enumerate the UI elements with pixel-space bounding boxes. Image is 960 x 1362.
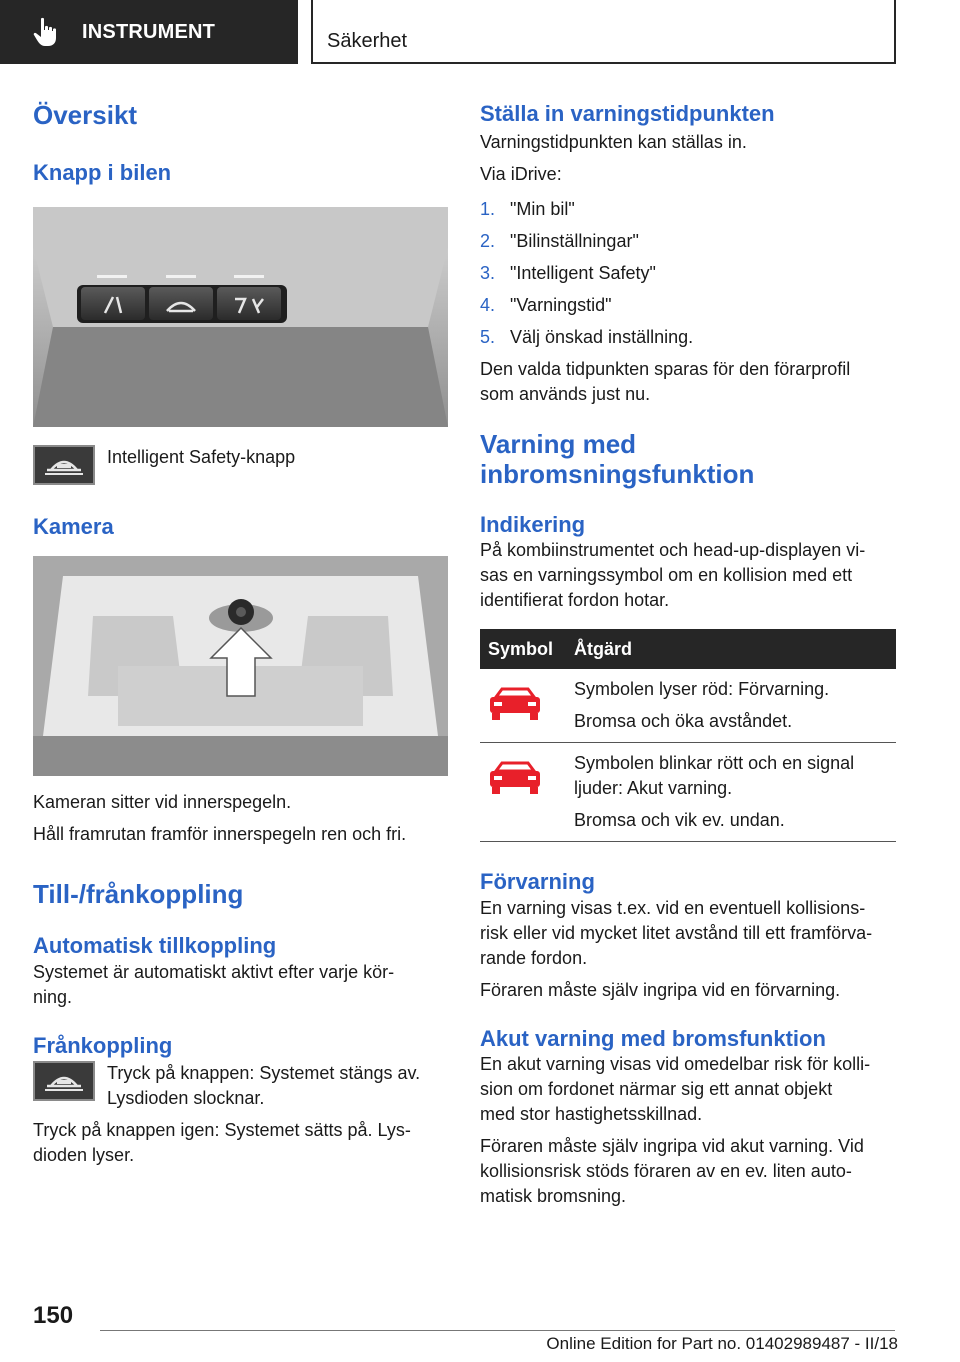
step-item: 2. "Bilinställningar"	[480, 230, 639, 251]
col-symbol: Symbol	[480, 629, 566, 669]
overview-heading: Översikt	[33, 100, 138, 130]
indication-text-b: sas en varningssymbol om en kollision med ett	[480, 565, 853, 585]
acute-text-d: Föraren måste själv ingripa vid akut varning. Vid	[480, 1136, 864, 1156]
intelligent-safety-icon-2	[33, 1061, 95, 1101]
via-idrive: Via iDrive:	[480, 163, 562, 184]
camera-photo	[33, 556, 448, 776]
symbol-cell	[480, 743, 566, 842]
timing-heading: Ställa in varningstidpunkten	[480, 101, 775, 126]
red-car-warning-icon	[480, 683, 550, 727]
car-front-icon	[41, 452, 87, 478]
timing-text: Varningstidpunkten kan ställas in.	[480, 131, 747, 152]
footer-divider	[100, 1330, 895, 1331]
header-section-tab	[0, 0, 298, 64]
off-text-a: Tryck på knappen: Systemet stängs av.	[107, 1063, 421, 1084]
red-car-warning-icon	[480, 757, 550, 801]
prewarn-heading: Förvarning	[480, 869, 595, 894]
off-row	[33, 1061, 448, 1111]
car-front-icon	[41, 1068, 87, 1094]
auto-heading: Automatisk tillkoppling	[33, 933, 277, 959]
acute-text-b: sion om fordonet närmar sig ett annat objekt	[480, 1079, 833, 1099]
header-chapter-label: Säkerhet	[327, 30, 408, 52]
roof-console-illustration	[33, 207, 448, 427]
idrive-steps	[480, 197, 896, 350]
camera-text-2: Håll framrutan framför innerspegeln ren och fri.	[33, 824, 407, 845]
right-column	[480, 100, 896, 1209]
button-photo	[33, 207, 448, 427]
saved-text-b: som används just nu.	[480, 383, 651, 404]
acute-text-e: kollisionsrisk stöds föraren av en ev. liten auto-	[480, 1161, 852, 1181]
button-caption: Intelligent Safety-knapp	[107, 446, 296, 467]
off-text-b: Lysdioden slocknar.	[107, 1088, 265, 1109]
button-caption-row	[33, 445, 448, 485]
prewarn-text-c: rande fordon.	[480, 947, 588, 968]
table-row	[480, 743, 896, 842]
header-section-label: INSTRUMENT	[82, 20, 216, 43]
on-text-a: Tryck på knappen igen: Systemet sätts på. Lys-	[33, 1120, 411, 1141]
action-cell: Symbolen blinkar rött och en signal ljuder: Akut varning. Bromsa och vik ev. undan.	[566, 743, 896, 842]
button-heading: Knapp i bilen	[33, 160, 172, 186]
symbol-table-header	[480, 629, 896, 669]
camera-heading: Kamera	[33, 513, 114, 539]
step-item: 1. "Min bil"	[480, 198, 575, 219]
indication-text-a: På kombiinstrumentet och head-up-displayen vi-	[480, 540, 866, 560]
col-action: Åtgärd	[566, 629, 896, 669]
prewarn-text-a: En varning visas t.ex. vid en eventuell kollisions-	[480, 897, 866, 918]
page-number: 150	[33, 1302, 74, 1329]
camera-text-1: Kameran sitter vid innerspegeln.	[33, 792, 292, 813]
intelligent-safety-icon	[33, 445, 95, 485]
off-heading: Frånkoppling	[33, 1032, 173, 1058]
footer-edition: Online Edition for Part no. 01402989487 - II/18	[546, 1334, 898, 1353]
indication-text-c: identifierat fordon hotar.	[480, 590, 670, 610]
acute-text-f: matisk bromsning.	[480, 1186, 627, 1206]
acute-text-a: En akut varning visas vid omedelbar risk för kolli-	[480, 1054, 871, 1074]
step-item: 5. Välj önskad inställning.	[480, 326, 694, 347]
auto-text-b: ning.	[33, 986, 73, 1007]
toggle-heading: Till-/frånkoppling	[33, 879, 244, 910]
prewarn-text-b: risk eller vid mycket litet avstånd till ett framförva-	[480, 922, 873, 943]
step-item: 4. "Varningstid"	[480, 294, 612, 315]
on-text-b: dioden lyser.	[33, 1145, 135, 1166]
prewarn-text-d: Föraren måste själv ingripa vid en förvarning.	[480, 979, 841, 1000]
acute-heading: Akut varning med bromsfunktion	[480, 1025, 826, 1051]
left-column	[33, 100, 448, 1168]
header-chapter-box	[311, 0, 896, 64]
indication-heading: Indikering	[480, 511, 586, 537]
symbol-cell	[480, 669, 566, 743]
symbol-table	[480, 629, 896, 842]
windscreen-camera-illustration	[33, 556, 448, 776]
auto-text-a: Systemet är automatiskt aktivt efter varje kör-	[33, 961, 395, 982]
action-cell: Symbolen lyser röd: Förvarning. Bromsa och öka avståndet.	[566, 669, 896, 743]
off-text	[107, 1061, 420, 1111]
acute-text-c: med stor hastighetsskillnad.	[480, 1104, 703, 1124]
warn-heading: Varning med inbromsningsfunktion	[480, 428, 755, 489]
pointing-hand-icon	[30, 15, 64, 49]
table-row	[480, 669, 896, 743]
saved-text-a: Den valda tidpunkten sparas för den förarprofil	[480, 358, 851, 379]
step-item: 3. "Intelligent Safety"	[480, 262, 656, 283]
